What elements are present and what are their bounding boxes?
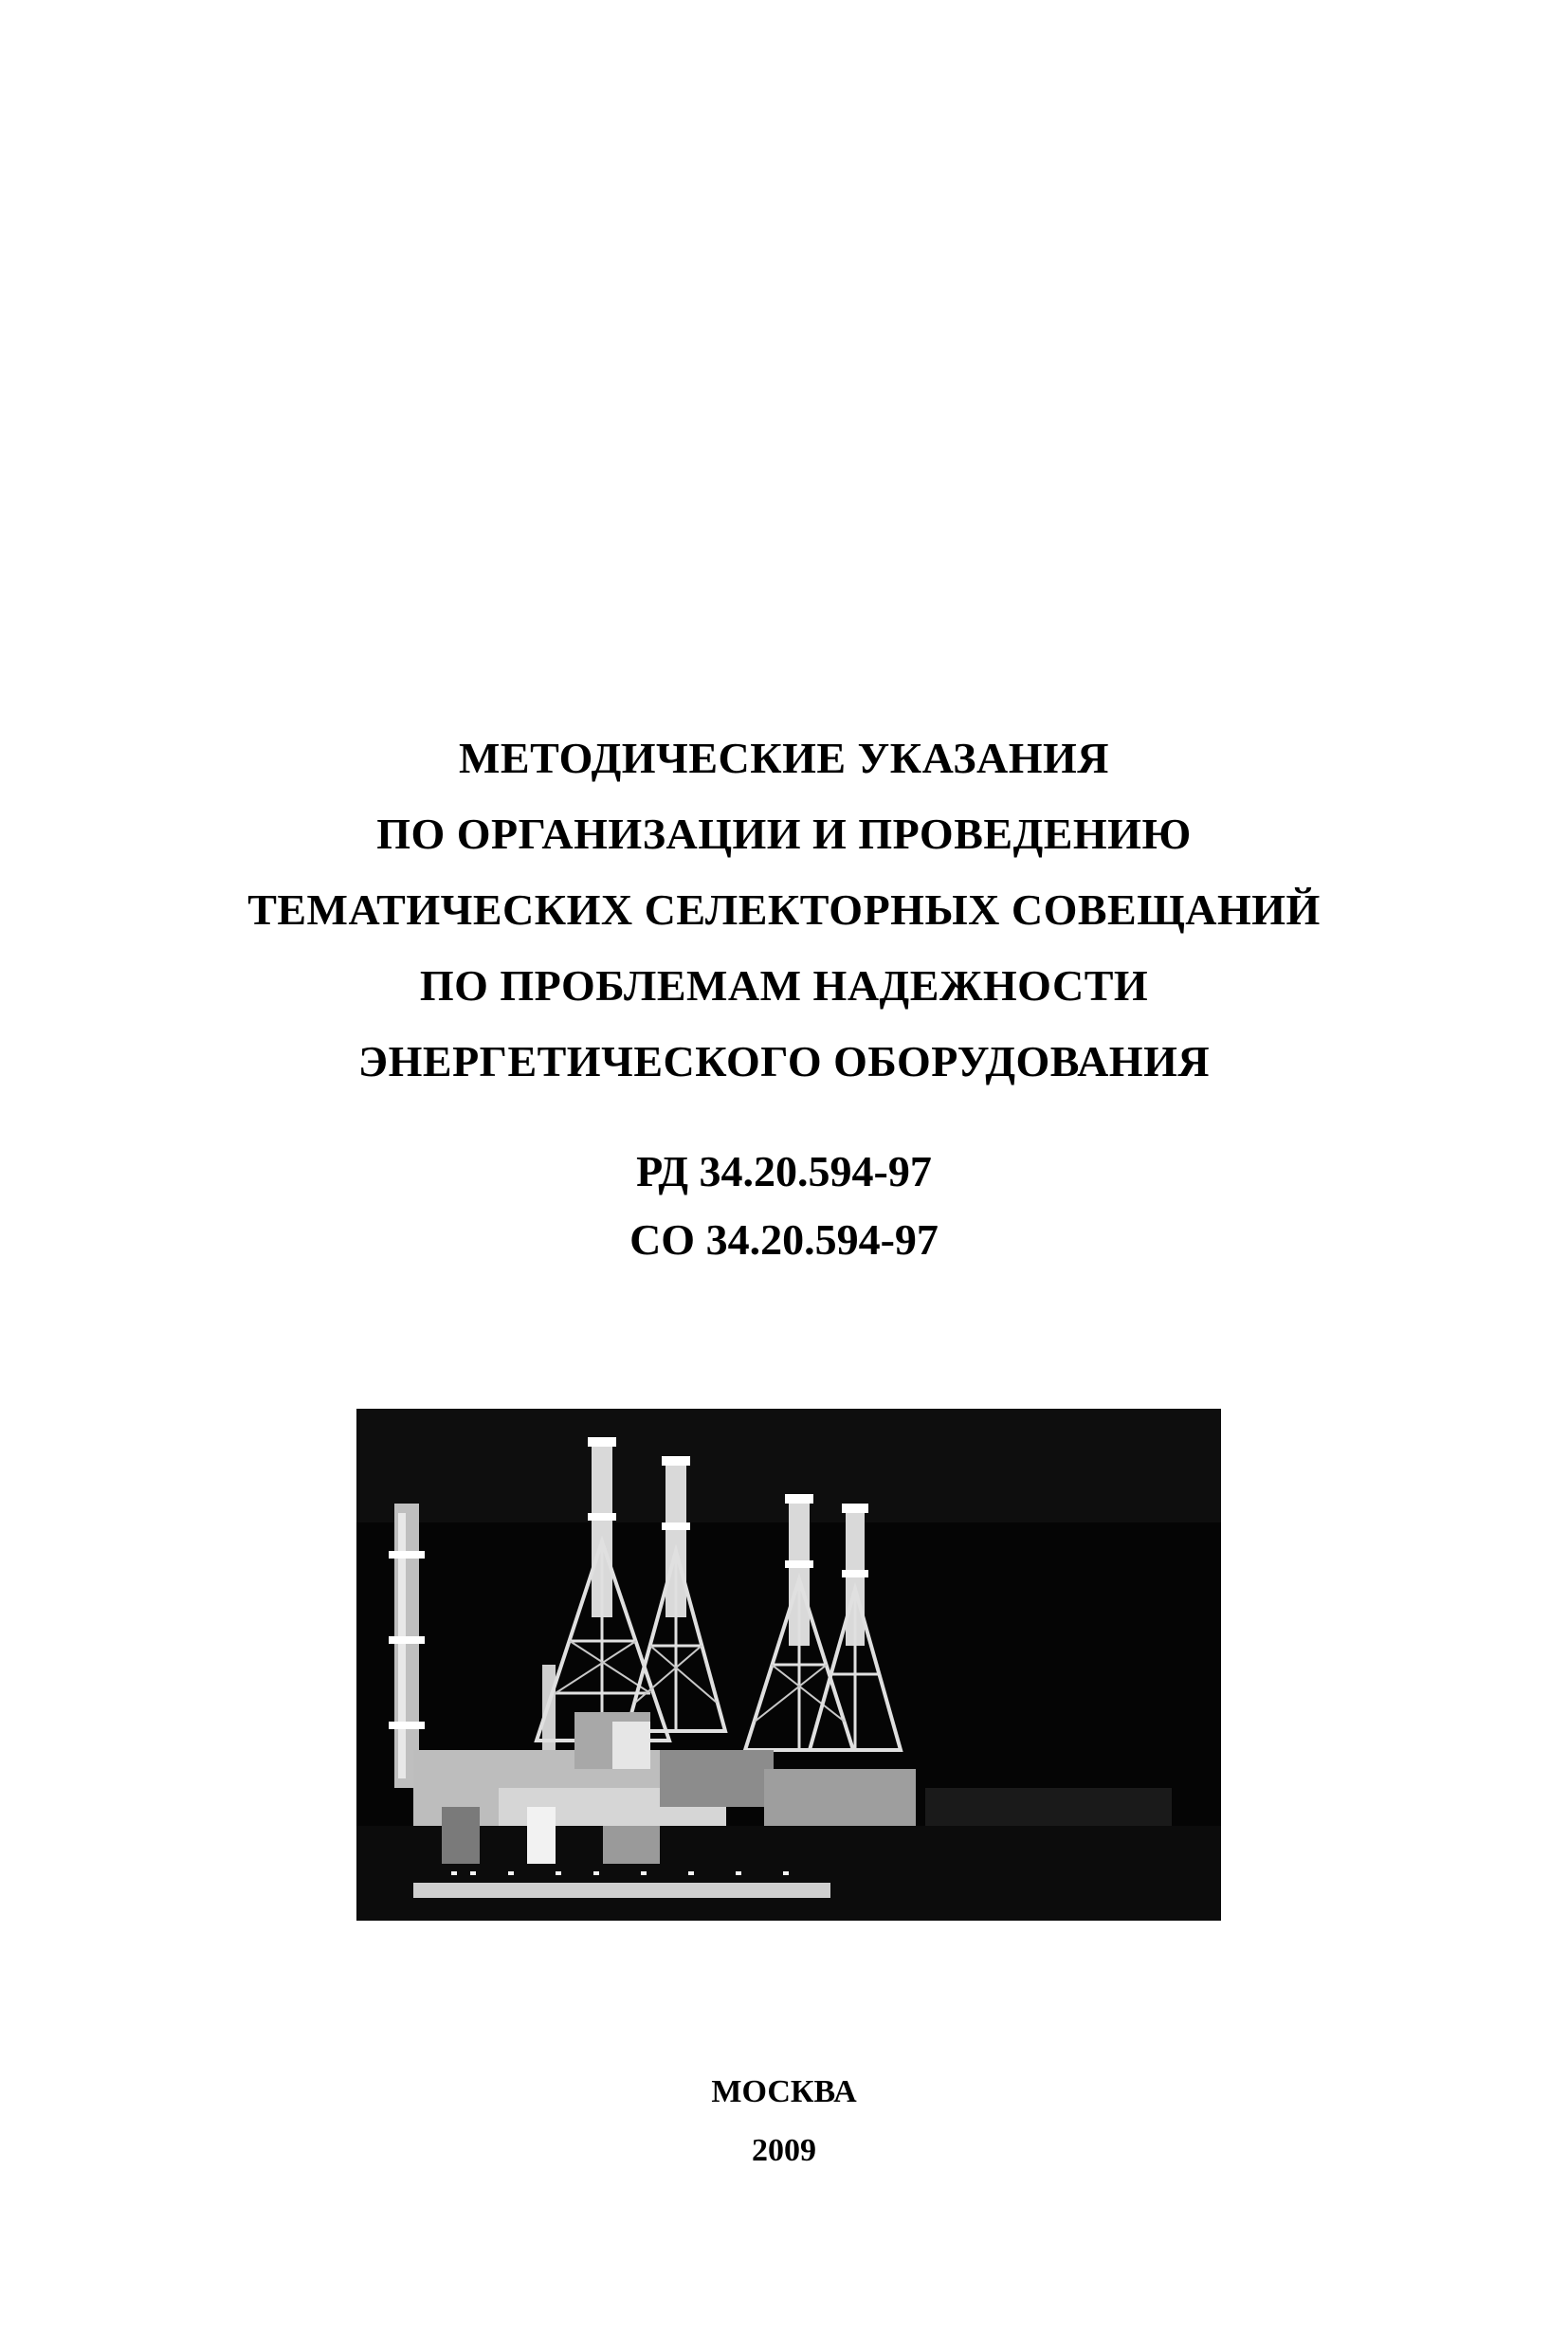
publication-info — [0, 2063, 1568, 2180]
power-plant-photo — [356, 1409, 1221, 1921]
title-line-2: ПО ОРГАНИЗАЦИИ И ПРОВЕДЕНИЮ — [376, 810, 1192, 858]
title-line-5: ЭНЕРГЕТИЧЕСКОГО ОБОРУДОВАНИЯ — [357, 1037, 1211, 1085]
title-line-4: ПО ПРОБЛЕМАМ НАДЕЖНОСТИ — [419, 961, 1149, 1010]
document-codes — [0, 1138, 1568, 1274]
publication-year: 2009 — [752, 2133, 816, 2168]
code-so: СО 34.20.594-97 — [629, 1215, 939, 1264]
title-line-1: МЕТОДИЧЕСКИЕ УКАЗАНИЯ — [458, 734, 1110, 782]
title-line-3: ТЕМАТИЧЕСКИХ СЕЛЕКТОРНЫХ СОВЕЩАНИЙ — [247, 885, 1321, 934]
publication-city: МОСКВА — [711, 2074, 857, 2109]
document-title — [0, 720, 1568, 1100]
code-rd: РД 34.20.594-97 — [636, 1147, 932, 1195]
